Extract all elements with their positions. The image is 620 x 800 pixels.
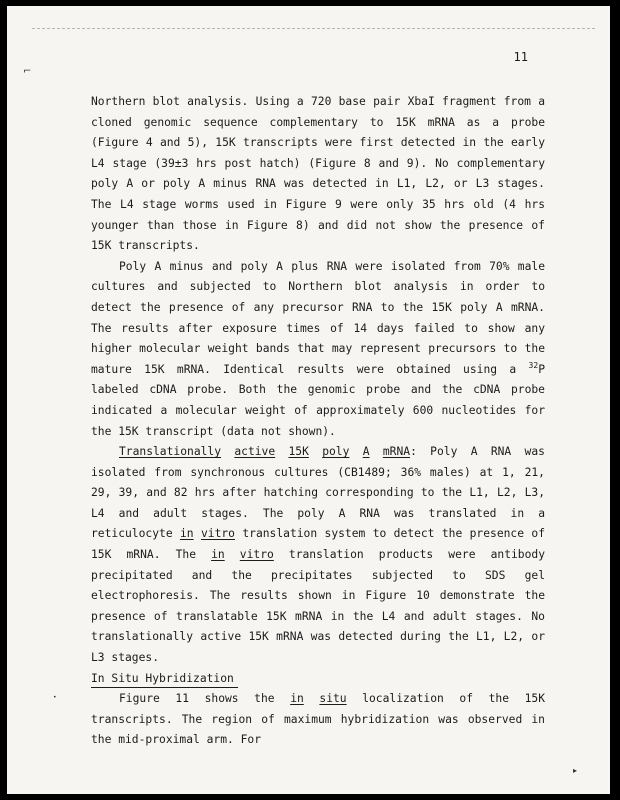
italic-term: vitro — [200, 527, 235, 541]
text-segment: P labeled cDNA probe. Both the genomic probe and the cDNA probe indicated a molecular weight of approximately 600 nucleotides for the 15K transcript (data not shown). — [91, 362, 545, 438]
text-segment: Poly A RNA was isolated from synchronous cultures (CB1489; 36% males) at 1, 21, 29, 39, and 82 hrs after hatching corresponding to the L1, L2, L3, L4 and adult stages. The poly A RNA was translated in a reticulocyte — [91, 445, 545, 541]
italic-term: in — [211, 548, 225, 562]
text-segment: localization of the 15K transcripts. The region of maximum hybridization was observed in the mid-proximal arm. For — [91, 692, 545, 747]
heading-word: mRNA — [382, 445, 411, 459]
text-segment: translation system to detect the presence of 15K mRNA. The — [91, 527, 545, 562]
paragraph-precursor-rna — [91, 257, 545, 442]
italic-term: vitro — [239, 548, 274, 562]
scan-edge-line — [32, 28, 595, 29]
heading-word: 15K — [288, 445, 309, 459]
heading-word: A — [362, 445, 370, 459]
paragraph-in-situ — [91, 689, 545, 751]
italic-term: situ — [319, 692, 347, 706]
superscript-isotope: 32 — [528, 360, 539, 370]
italic-term: in — [290, 692, 304, 706]
text-segment: translation products were antibody precipitated and the precipitates subjected to SDS gel electrophoresis. The results shown in Figure 10 demonstrate the presence of translatable 15K mRNA in the L4 and adult stages. No translationally active 15K mRNA was detected during the L1, L2, or L3 stages. — [91, 548, 546, 665]
heading-word: poly — [322, 445, 350, 459]
body-text — [91, 92, 545, 751]
heading-word: Translationally — [119, 445, 222, 459]
page-number: 11 — [513, 50, 528, 64]
scan-speck: • — [53, 694, 57, 701]
text-segment: Poly A minus and poly A plus RNA were isolated from 70% male cultures and subjected to Northern blot analysis in order to detect the presence of any precursor RNA to the 15K poly A mRNA. The results after exposure times of 14 days failed to show any higher molecular weight bands that may represent precursors to the mature 15K mRNA. Identical results were obtained using a — [91, 259, 545, 376]
section-heading: In Situ Hybridization — [91, 670, 238, 688]
document-page — [7, 6, 610, 794]
scan-mark: ▸ — [573, 766, 578, 775]
heading-word: active — [234, 445, 276, 459]
heading-colon: : — [410, 445, 417, 459]
paragraph-translation — [91, 442, 545, 669]
paragraph-northern-blot: Northern blot analysis. Using a 720 base pair XbaI fragment from a cloned genomic sequence complementary to 15K mRNA as a probe (Figure 4 and 5), 15K transcripts were first detected in the early L4 stage (39±3 hrs post hatch) (Figure 8 and 9). No complementary poly A or poly A minus RNA was detected in L1, L2, or L3 stages. The L4 stage worms used in Figure 9 were only 35 hrs old (4 hrs younger than those in Figure 8) and did not show the presence of 15K transcripts. — [91, 95, 545, 253]
text-segment: Figure 11 shows the — [119, 692, 291, 706]
scan-mark: ⌐ — [23, 66, 32, 77]
italic-term: in — [179, 527, 194, 541]
